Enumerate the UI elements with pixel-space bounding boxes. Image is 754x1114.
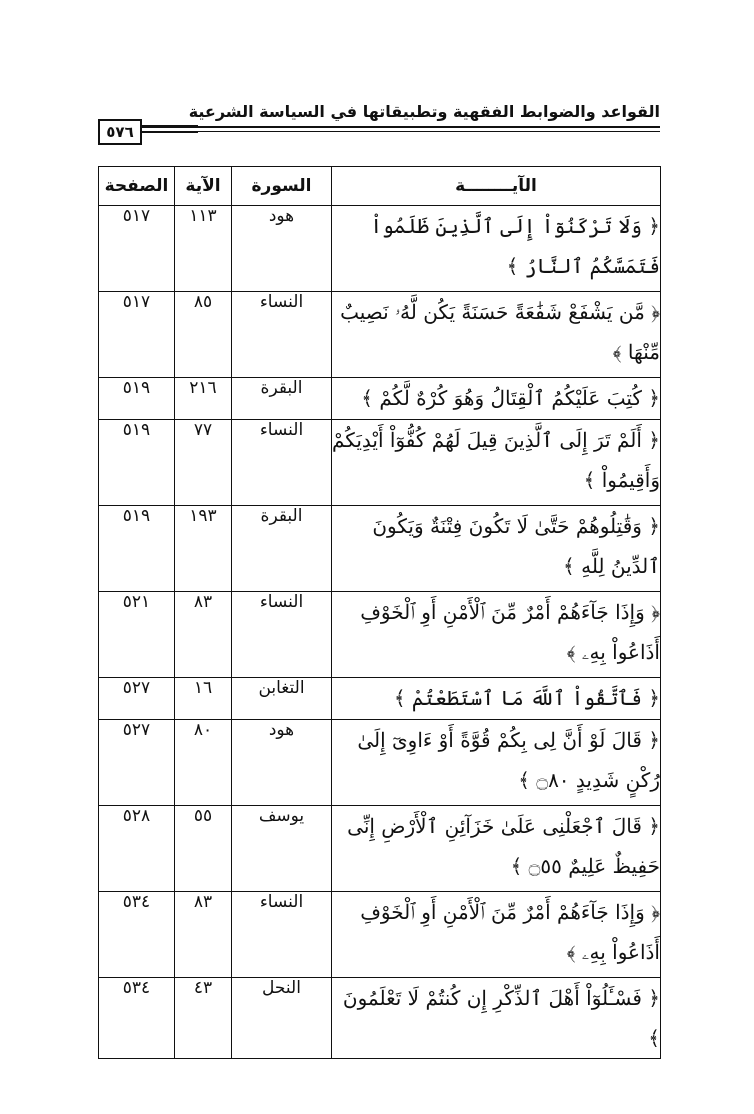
surah-name: البقرة bbox=[232, 506, 332, 592]
table-row bbox=[99, 292, 661, 378]
ayah-text: ﴿ كُتِبَ عَلَيْكُمُ ٱلْقِتَالُ وَهُوَ كُرْهٌ لَّكُمْ ﴾ bbox=[332, 378, 661, 420]
table-row bbox=[99, 806, 661, 892]
ayah-text: ﴿ قَالَ ٱجْعَلْنِى عَلَىٰ خَزَآئِنِ ٱلْأَرْضِ إِنِّى حَفِيظٌ عَلِيمٌ ۝٥٥ ﴾ bbox=[332, 806, 661, 892]
page-ref: ٥٢١ bbox=[99, 592, 175, 678]
verse-number: ١٩٣ bbox=[175, 506, 232, 592]
ayah-text: ﴿ فَسْـَٔلُوٓاْ أَهْلَ ٱلذِّكْرِ إِن كُنتُمْ لَا تَعْلَمُونَ ﴾ bbox=[332, 978, 661, 1059]
page-number: ٥٧٦ bbox=[98, 119, 142, 145]
running-title: القواعد والضوابط الفقهية وتطبيقاتها في السياسة الشرعية bbox=[188, 102, 660, 121]
ayah-text: ﴿ أَلَمْ تَرَ إِلَى ٱلَّذِينَ قِيلَ لَهُمْ كُفُّوٓاْ أَيْدِيَكُمْ وَأَقِيمُواْ ﴾ bbox=[332, 420, 661, 506]
column-header-verse-number: الآية bbox=[175, 167, 232, 206]
table-header-row bbox=[99, 167, 661, 206]
ayah-text: ﴿ وَإِذَا جَآءَهُمْ أَمْرٌ مِّنَ ٱلْأَمْنِ أَوِ ٱلْخَوْفِ أَذَاعُواْ بِهِۦ ﴾ bbox=[332, 892, 661, 978]
surah-name: النساء bbox=[232, 892, 332, 978]
page-ref: ٥٢٧ bbox=[99, 678, 175, 720]
column-header-page: الصفحة bbox=[99, 167, 175, 206]
verse-number: ٤٣ bbox=[175, 978, 232, 1059]
table-row bbox=[99, 892, 661, 978]
table-row bbox=[99, 206, 661, 292]
ayah-text: ﴿ مَّن يَشْفَعْ شَفَٰعَةً حَسَنَةً يَكُن لَّهُۥ نَصِيبٌ مِّنْهَا ﴾ bbox=[332, 292, 661, 378]
table-row bbox=[99, 978, 661, 1059]
verse-number: ١١٣ bbox=[175, 206, 232, 292]
page-ref: ٥١٧ bbox=[99, 292, 175, 378]
verse-number: ٨٣ bbox=[175, 592, 232, 678]
page-ref: ٥٣٤ bbox=[99, 892, 175, 978]
surah-name: النساء bbox=[232, 592, 332, 678]
ayah-text: ﴿ قَالَ لَوْ أَنَّ لِى بِكُمْ قُوَّةً أَوْ ءَاوِىٓ إِلَىٰ رُكْنٍ شَدِيدٍ ۝٨٠ ﴾ bbox=[332, 720, 661, 806]
page-ref: ٥٣٤ bbox=[99, 978, 175, 1059]
verse-number: ٨٠ bbox=[175, 720, 232, 806]
surah-name: هود bbox=[232, 206, 332, 292]
surah-name: البقرة bbox=[232, 378, 332, 420]
table-row bbox=[99, 506, 661, 592]
verse-index-table bbox=[98, 166, 661, 1059]
surah-name: النساء bbox=[232, 292, 332, 378]
verse-number: ٧٧ bbox=[175, 420, 232, 506]
ayah-text: ﴿ وَقَٰتِلُوهُمْ حَتَّىٰ لَا تَكُونَ فِتْنَةٌ وَيَكُونَ ٱلدِّينُ لِلَّهِ ﴾ bbox=[332, 506, 661, 592]
surah-name: النحل bbox=[232, 978, 332, 1059]
page-number-decoration bbox=[142, 125, 198, 135]
column-header-surah: السورة bbox=[232, 167, 332, 206]
surah-name: هود bbox=[232, 720, 332, 806]
page-header bbox=[98, 100, 660, 148]
page-ref: ٥١٧ bbox=[99, 206, 175, 292]
verse-number: ٨٣ bbox=[175, 892, 232, 978]
surah-name: النساء bbox=[232, 420, 332, 506]
table-row bbox=[99, 678, 661, 720]
table-row bbox=[99, 378, 661, 420]
column-header-ayah: الآيــــــــة bbox=[332, 167, 661, 206]
page-ref: ٥١٩ bbox=[99, 506, 175, 592]
verse-number: ٥٥ bbox=[175, 806, 232, 892]
ayah-text: ﴿ وَإِذَا جَآءَهُمْ أَمْرٌ مِّنَ ٱلْأَمْنِ أَوِ ٱلْخَوْفِ أَذَاعُواْ بِهِۦ ﴾ bbox=[332, 592, 661, 678]
page-ref: ٥٢٧ bbox=[99, 720, 175, 806]
table-row bbox=[99, 720, 661, 806]
table-row bbox=[99, 420, 661, 506]
verse-number: ٢١٦ bbox=[175, 378, 232, 420]
ayah-text: ﴿ وَلَا تَرْكَنُوٓاْ إِلَى ٱلَّذِينَ ظَلَمُواْ فَتَمَسَّكُمُ ٱلنَّارُ ﴾ bbox=[332, 206, 661, 292]
surah-name: التغابن bbox=[232, 678, 332, 720]
page-ref: ٥١٩ bbox=[99, 378, 175, 420]
verse-number: ١٦ bbox=[175, 678, 232, 720]
ayah-text: ﴿ فَٱتَّقُواْ ٱللَّهَ مَا ٱسْتَطَعْتُمْ ﴾ bbox=[332, 678, 661, 720]
page-ref: ٥٢٨ bbox=[99, 806, 175, 892]
page-ref: ٥١٩ bbox=[99, 420, 175, 506]
table-row bbox=[99, 592, 661, 678]
verse-number: ٨٥ bbox=[175, 292, 232, 378]
surah-name: يوسف bbox=[232, 806, 332, 892]
